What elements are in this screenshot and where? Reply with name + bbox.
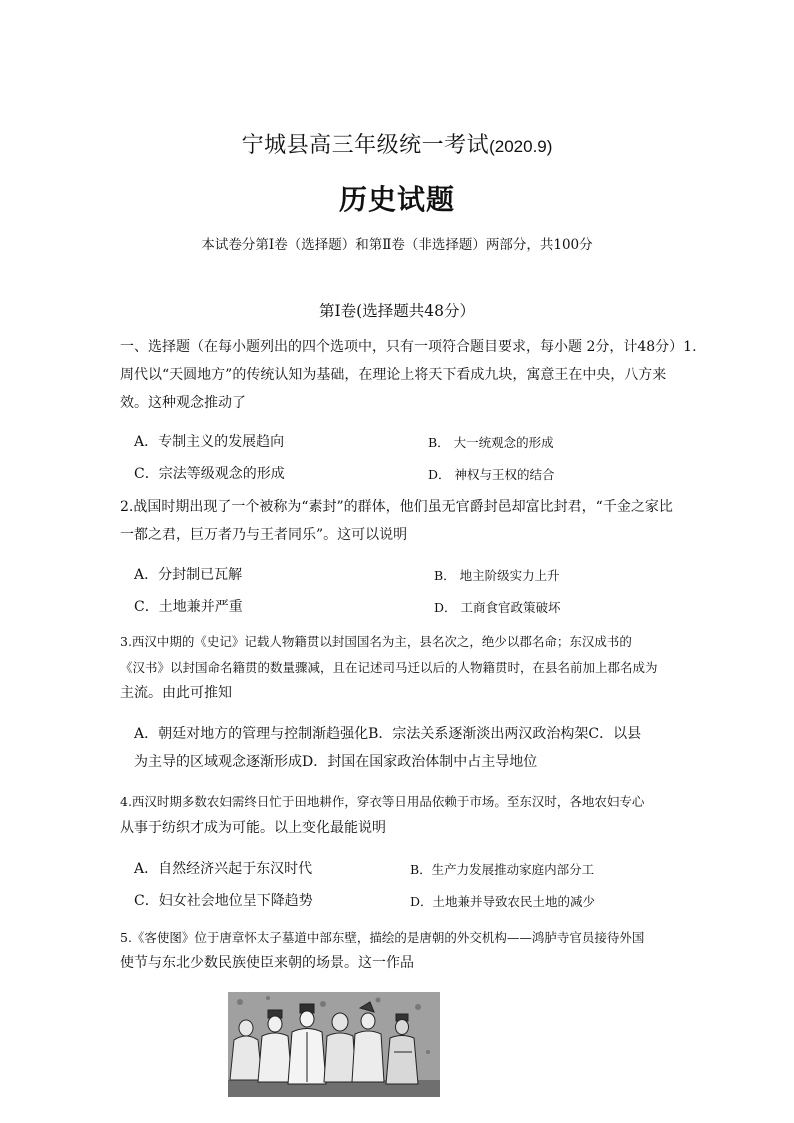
q2-line-1: 2.战国时期出现了一个被称为“素封”的群体，他们虽无官爵封邑却富比封君，“千金之家比: [120, 499, 673, 515]
q1-option-a: A．专制主义的发展趋向: [134, 434, 285, 450]
exam-year: (2020.9): [489, 137, 553, 156]
q3-line-1: 3.西汉中期的《史记》记载人物籍贯以封国国名为主，县名次之，绝少以郡名命；东汉成书的: [120, 634, 632, 649]
q1-line-2: 周代以“天圆地方”的传统认知为基础，在理论上将天下看成九块，寓意王在中央，八方来: [120, 367, 667, 383]
q4-line-1: 4.西汉时期多数农妇需终日忙于田地耕作，穿衣等日用品依赖于市场。至东汉时，各地农妇专心: [120, 794, 645, 809]
exam-note: 本试卷分第Ⅰ卷（选择题）和第Ⅱ卷（非选择题）两部分，共100分: [201, 237, 593, 253]
exam-title: [0, 128, 794, 159]
q1-option-b: B． 大一统观念的形成: [428, 435, 554, 450]
q2-line-2: 一都之君，巨万者乃与王者同乐”。这可以说明: [120, 527, 408, 543]
q1-option-c: C．宗法等级观念的形成: [134, 466, 285, 482]
q2-option-a: A．分封制已瓦解: [134, 567, 243, 583]
q3-line-2: 《汉书》以封国命名籍贯的数量骤减，且在记述司马迁以后的人物籍贯时，在县名前加上郡名成为: [120, 660, 658, 675]
q5-line-1: 5.《客使图》位于唐章怀太子墓道中部东壁，描绘的是唐朝的外交机构——鸿胪寺官员接待外国: [120, 930, 645, 945]
q1-line-3: 效。这种观念推动了: [120, 395, 246, 411]
exam-subtitle: 历史试题: [338, 183, 455, 216]
q2-option-d: D． 工商食官政策破坏: [434, 600, 561, 615]
q4-line-2: 从事于纺织才成为可能。以上变化最能说明: [120, 820, 386, 836]
q3-options-line-1: A．朝廷对地方的管理与控制渐趋强化B．宗法关系逐渐淡出两汉政治构架C．以县: [134, 726, 642, 742]
section-heading: 第Ⅰ卷(选择题共48分）: [319, 302, 475, 320]
q1-line-1: 一、选择题（在每小题列出的四个选项中，只有一项符合题目要求，每小题 2分，计48分）1.: [120, 339, 697, 355]
q4-option-b: B．生产力发展推动家庭内部分工: [410, 862, 595, 877]
q3-options-line-2: 为主导的区域观念逐渐形成D．封国在国家政治体制中占主导地位: [134, 754, 538, 770]
mural-illustration: [228, 992, 440, 1097]
q2-option-b: B． 地主阶级实力上升: [434, 568, 560, 583]
exam-title-main: 宁城县高三年级统一考试: [241, 133, 490, 158]
q2-option-c: C．土地兼并严重: [134, 599, 243, 615]
q4-option-d: D．土地兼并导致农民土地的减少: [410, 894, 596, 909]
q5-line-2: 使节与东北少数民族使臣来朝的场景。这一作品: [120, 955, 414, 971]
q1-option-d: D． 神权与王权的结合: [428, 467, 555, 482]
q4-option-c: C．妇女社会地位呈下降趋势: [134, 893, 313, 909]
q4-option-a: A．自然经济兴起于东汉时代: [134, 861, 313, 877]
q3-line-3: 主流。由此可推知: [120, 685, 232, 701]
